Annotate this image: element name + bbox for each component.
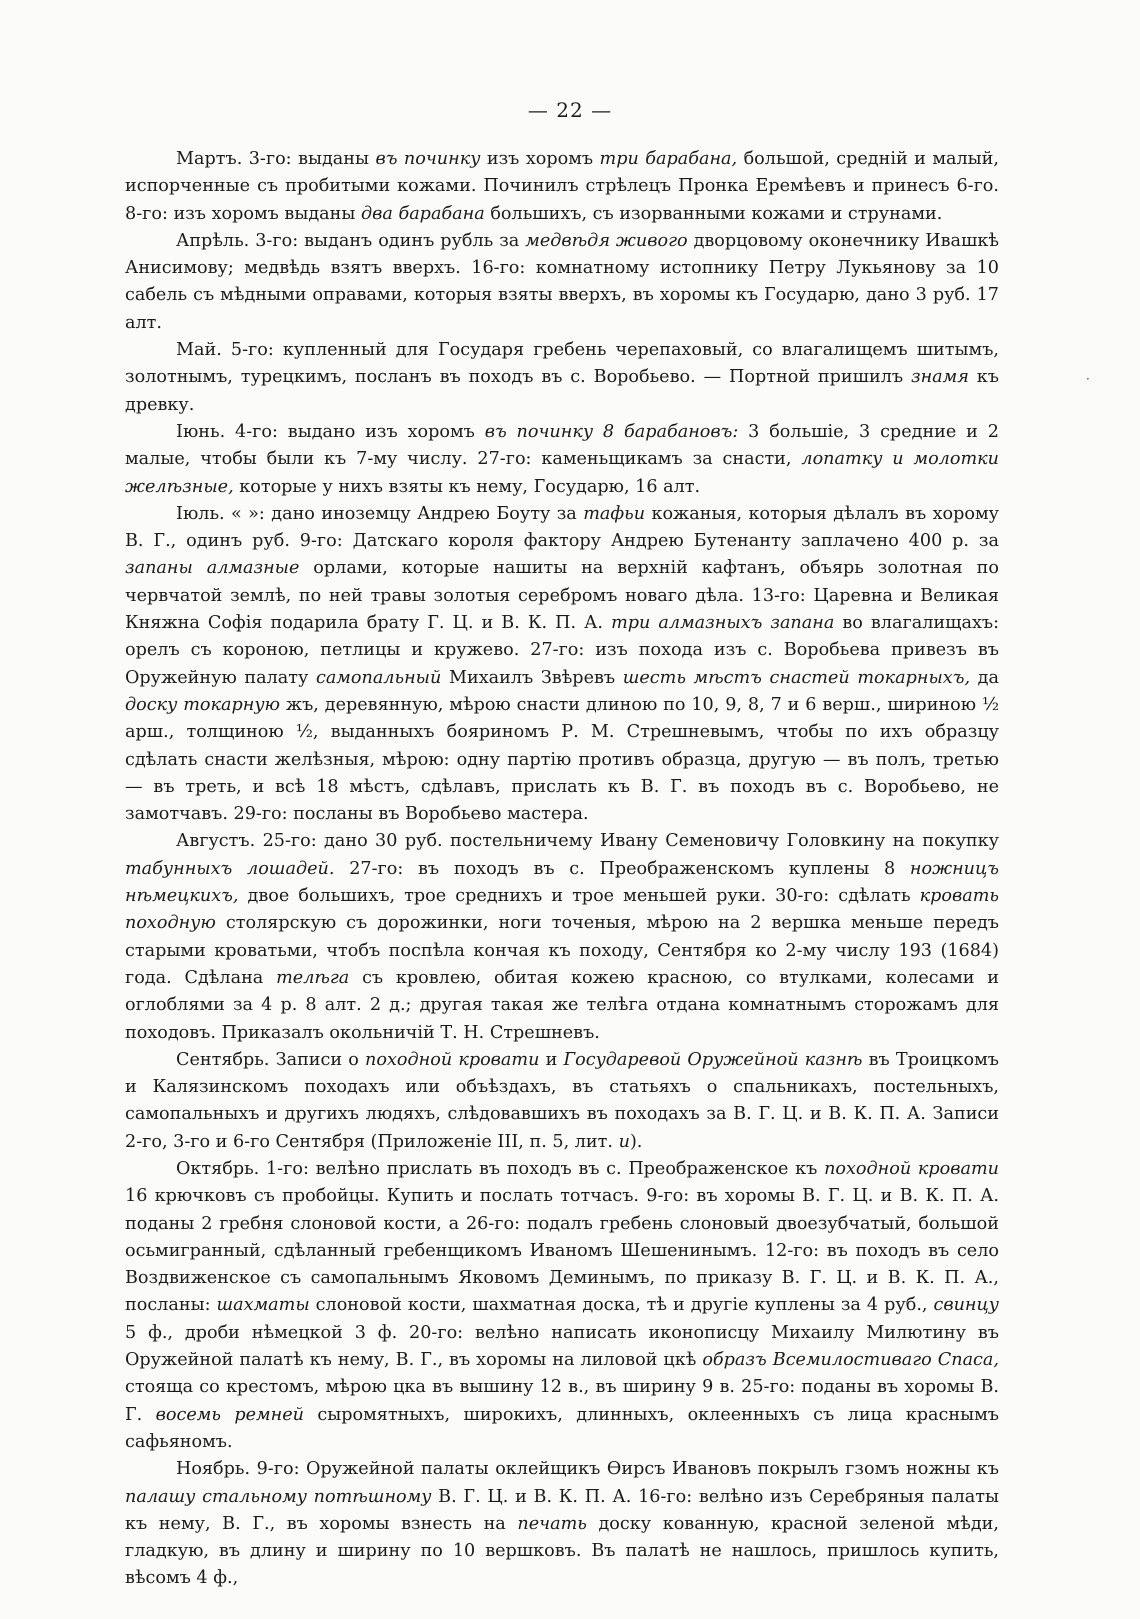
italic-run: шахматы: [216, 1295, 310, 1316]
text-run: ).: [629, 1131, 643, 1152]
italic-run: знамя: [910, 367, 969, 388]
paragraph: [125, 1156, 999, 1456]
text-run: изъ хоромъ: [480, 149, 600, 169]
text-run: къ древку.: [125, 367, 999, 415]
body-text: [125, 146, 999, 1593]
text-run: Май. 5-го: купленный для Государя гребень черепаховый, со влагалищемъ шитымъ, золотнымъ, турецкимъ, посланъ въ походъ въ с. Воробьево. — Портной пришилъ: [125, 340, 999, 388]
italic-run: шесть мѣстъ снастей токарныхъ,: [622, 667, 971, 688]
italic-run: восемь ремней: [155, 1404, 304, 1425]
italic-run: кровать походную: [125, 886, 999, 934]
text-run: въ Троицкомъ и Калязинскомъ походахъ или объѣздахъ, въ статьяхъ о спальникахъ, постельныхъ, самопальныхъ и другихъ людяхъ, слѣдовавшихъ въ походахъ за В. Г. Ц. и В. К. П. А. Записи 2-го, 3-го и 6-го Сентября (Приложенiе III, п. 5, лит.: [125, 1049, 999, 1152]
paragraph: [125, 501, 999, 829]
text-run: Августъ. 25-го: дано 30 руб. постельничему Ивану Семеновичу Головкину на покупку: [176, 831, 999, 852]
text-run: слоновой кости, шахматная доска, тѣ и другiе куплены за 4 руб.,: [309, 1295, 934, 1316]
italic-run: два барабана: [360, 203, 485, 224]
paragraph: [125, 419, 999, 501]
text-run: столярскую съ дорожинки, ноги точеныя, мѣрою на 2 вершка меньше передъ старыми кроватьми, чтобъ поспѣла кончая къ походу, Сентября ко 2-му числу 193 (1684) года. Сдѣлана: [125, 913, 999, 988]
text-run: 27-го: въ походъ въ с. Преображенскомъ куплены 8: [334, 858, 910, 879]
text-run: съ кровлею, обитая кожею красною, со втулками, колесами и оглоблями за 4 р. 8 алт. 2 д.; другая такая же телѣга отдана комнатнымъ сторожамъ для походовъ. Приказалъ окольничiй Т. Н. Стрешневъ.: [125, 967, 999, 1043]
text-run: сыромятныхъ, широкихъ, длинныхъ, оклеенныхъ съ лица краснымъ сафьяномъ.: [125, 1404, 999, 1452]
italic-run: доску токарную: [125, 694, 281, 715]
italic-run: печать: [517, 1513, 587, 1534]
text-run: 3 большiе, 3 средние и 2 малые, чтобы были къ 7-му числу. 27-го: каменьщикамъ за снасти,: [125, 421, 999, 470]
italic-run: образъ Всемилостиваго Спаса,: [702, 1350, 999, 1371]
text-run: да: [970, 667, 999, 688]
text-run: Iюнь. 4-го: выдано изъ хоромъ: [176, 421, 485, 442]
text-run: Сентябрь. Записи о: [176, 1049, 366, 1070]
text-run: орлами, которые нашиты на верхнiй кафтанъ, объярь золотная по червчатой землѣ, по ней травы золотыя серебромъ новаго дѣла. 13-го: Царевна и Великая Княжна Софiя подарила брату Г. Ц. и В. К. П. А.: [125, 558, 999, 634]
text-run: Ноябрь. 9-го: Оружейной палаты оклейщикъ Ѳирсъ Ивановъ покрылъ гзомъ ножны къ: [176, 1459, 999, 1480]
italic-run: свинцу: [933, 1295, 999, 1316]
italic-run: и: [618, 1131, 630, 1152]
text-run: Апрѣль. 3-го: выданъ одинъ рубль за: [176, 230, 526, 251]
italic-run: походной кровати: [365, 1049, 540, 1070]
text-run: дворцовому оконечнику Ивашкѣ Анисимову; медвѣдь взятъ вверхъ. 16-го: комнатному истопнику Петру Лукьянову за 10 сабель съ мѣдными оправами, которыя взяты вверхъ, въ хоромы къ Государю, дано 3 руб. 17 алт.: [125, 230, 999, 333]
text-run: доску кованную, красной зеленой мѣди, гладкую, въ длину и ширину по 10 вершковъ. Въ палатѣ не нашлось, пришлось купить, вѣсомъ 4 ф.,: [125, 1513, 999, 1589]
italic-run: телѣга: [276, 967, 350, 988]
italic-run: три алмазныхъ запана: [611, 613, 835, 634]
text-run: стояща со крестомъ, мѣрою цка въ вышину 12 в., въ ширину 9 в. 25-го: поданы въ хоромы В. Г.: [125, 1377, 999, 1425]
italic-run: медвѣдя живого: [525, 230, 688, 251]
text-run: двое большихъ, трое среднихъ и трое меньшей руки. 30-го: сдѣлать: [238, 886, 920, 907]
text-run: и: [539, 1049, 564, 1070]
italic-run: запаны алмазные: [125, 558, 300, 579]
italic-run: походной кровати: [824, 1158, 999, 1179]
page-number: — 22 —: [527, 98, 613, 122]
italic-run: самопальный: [315, 667, 442, 688]
paragraph: [125, 146, 999, 228]
paragraph: [125, 828, 999, 1046]
italic-run: табунныхъ лошадей.: [125, 858, 335, 879]
text-run: Iюль. « »: дано иноземцу Андрею Боуту за: [176, 503, 584, 524]
text-run: во влагалищахъ: орелъ съ короною, петлицы и кружево. 27-го: изъ похода изъ с. Воробьева привезъ въ Оружейную палату: [125, 613, 999, 688]
italic-run: въ починку 8 барабановъ:: [484, 421, 739, 442]
text-run: большихъ, съ изорванными кожами и струнами.: [484, 203, 943, 224]
text-run: 5 ф., дроби нѣмецкой 3 ф. 20-го: велѣно написать иконописцу Михаилу Милютину въ Оружейной палатѣ къ нему, В. Г., въ хоромы на лиловой цкѣ: [125, 1322, 999, 1371]
paragraph: [125, 228, 999, 337]
text-run: Мартъ. 3-го: выданы: [176, 149, 376, 169]
italic-run: ножницъ нѣмецкихъ,: [125, 858, 999, 907]
paragraph: [125, 337, 999, 419]
italic-run: палашу стальному потѣшному: [125, 1486, 432, 1507]
text-run: кожаныя, которыя дѣлалъ въ хорому В. Г., одинъ руб. 9-го: Датскаго короля фактору Андрею Бутенанту заплачено 400 р. за: [125, 503, 999, 552]
text-run: которые у нихъ взяты къ нему, Государю, 16 алт.: [233, 476, 701, 497]
paragraph: [125, 1047, 999, 1156]
text-run: Михаилъ Звѣревъ: [441, 667, 623, 688]
margin-mark: ·: [1086, 372, 1090, 386]
italic-run: три барабана,: [599, 149, 738, 169]
text-run: большой, среднiй и малый, испорченные съ пробитыми кожами. Починилъ стрѣлецъ Пронка Еремѣевъ и принесъ 6-го. 8-го: изъ хоромъ выданы: [125, 149, 999, 224]
text-run: Октябрь. 1-го: велѣно прислать въ походъ въ с. Преображенское къ: [176, 1158, 825, 1179]
text-run: 16 крючковъ съ пробойцы. Купить и послать тотчасъ. 9-го: въ хоромы В. Г. Ц. и В. К. П. А. поданы 2 гребня слоновой кости, а 26-го: подалъ гребень слоновый двоезубчатый, большой осьмигранный, сдѣланный гребенщикомъ Иваномъ Шешенинымъ. 12-го: въ походъ въ село Воздвиженское съ самопальнымъ Яковомъ Деминымъ, по приказу В. Г. Ц. и В. К. П. А., посланы:: [125, 1186, 999, 1316]
italic-run: въ починку: [375, 149, 481, 169]
italic-run: Государевой Оружейной казнѣ: [563, 1049, 863, 1070]
text-run: В. Г. Ц. и В. К. П. А. 16-го: велѣно изъ Серебряныя палаты къ нему, В. Г., въ хоромы взнесть на: [125, 1486, 999, 1534]
text-run: жъ, деревянную, мѣрою снасти длиною по 10, 9, 8, 7 и 6 верш., шириною ½ арш., толщиною ½, выданныхъ бояриномъ Р. М. Стрешневымъ, чтобы по ихъ образцу сдѣлать снасти желѣзныя, мѣрою: одну партiю противъ образца, другую — въ полъ, третью — въ треть, и всѣ 18 мѣстъ, сдѣлавъ, прислать къ В. Г. въ походъ въ с. Воробьево, не замотчавъ. 29-го: посланы въ Воробьево мастера.: [125, 694, 999, 825]
italic-run: тафьи: [583, 503, 646, 524]
paragraph: [125, 1456, 999, 1592]
italic-run: лопатку и молотки желѣзные,: [125, 449, 999, 497]
